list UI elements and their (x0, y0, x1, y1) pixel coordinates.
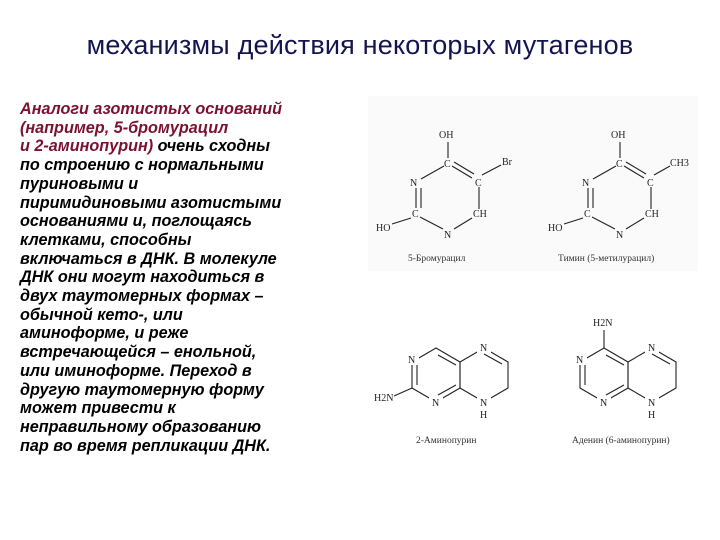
text-line: Аналоги азотистых оснований (20, 100, 283, 118)
atom-label: N (576, 355, 584, 366)
atom-label: CH (473, 209, 487, 220)
atom-label: N (480, 398, 488, 409)
text-line: может привести к (20, 399, 176, 418)
text-line: ДНК они могут находиться в (20, 268, 265, 287)
atom-label: N (600, 398, 608, 409)
text-line: встречающейся – енольной, (20, 343, 257, 362)
pyrimidine-figure (368, 96, 698, 271)
atom-label: OH (611, 130, 626, 141)
text-line: пуриновыми и (20, 174, 139, 193)
text-line: основаниями и, поглощаясь (20, 212, 253, 231)
figure-caption: Аденин (6-аминопурин) (572, 436, 670, 446)
text-line: по строению с нормальными (20, 156, 264, 175)
atom-label: N (444, 230, 452, 241)
text-line: (например, 5-бромурацил (20, 118, 229, 137)
atom-label: C (444, 159, 451, 170)
thymine-structure (548, 130, 689, 264)
figure-caption: 5-Бромурацил (408, 254, 466, 264)
text-line: пиримидиновыми азотистыми (20, 193, 282, 212)
atom-label: N (582, 178, 590, 189)
atom-label: C (412, 209, 419, 220)
text-line: или иминоформе. Переход в (20, 361, 252, 380)
atom-label: C (584, 209, 591, 220)
aminopurine-structure (374, 341, 508, 446)
atom-label: N (648, 343, 656, 354)
atom-label: N (408, 355, 416, 366)
text-highlight: и 2-аминопурин) (20, 137, 154, 156)
atom-label: H (480, 410, 488, 421)
text-line: другую таутомерную форму (20, 380, 264, 399)
atom-label: C (647, 178, 654, 189)
bromouracil-structure (376, 130, 513, 264)
figure-caption: Тимин (5-метилурацил) (558, 254, 655, 264)
text-line: включаться в ДНК. В молекуле (20, 249, 277, 268)
text-line: обычной кето-, или (20, 305, 183, 324)
text-line (20, 137, 365, 156)
atom-label: Br (502, 157, 512, 168)
atom-label: N (432, 398, 440, 409)
text-line: неправильному образованию (20, 417, 262, 436)
slide-title: механизмы действия некоторых мутагенов (86, 30, 634, 60)
text-span: очень сходны (153, 137, 270, 156)
atom-label: N (410, 178, 418, 189)
atom-label: H2N (374, 393, 394, 404)
atom-label: HO (376, 223, 391, 234)
text-line: пар во время репликации ДНК. (20, 436, 271, 455)
atom-label: CH (645, 209, 659, 220)
text-line: клетками, способны (20, 230, 192, 249)
text-line: двух таутомерных формах – (20, 287, 264, 306)
atom-label: HO (548, 223, 563, 234)
atom-label: CH3 (670, 158, 689, 169)
atom-label: C (475, 178, 482, 189)
slide-body-text (20, 100, 365, 455)
atom-label: N (616, 230, 624, 241)
atom-label: N (480, 343, 488, 354)
atom-label: C (616, 159, 623, 170)
atom-label: H (648, 410, 656, 421)
figure-caption: 2-Аминопурин (416, 436, 477, 446)
atom-label: H2N (593, 318, 613, 329)
text-line: аминоформе, и реже (20, 324, 189, 343)
adenine-structure (572, 318, 676, 446)
purine-figure (368, 300, 698, 460)
atom-label: OH (439, 130, 454, 141)
atom-label: N (648, 398, 656, 409)
